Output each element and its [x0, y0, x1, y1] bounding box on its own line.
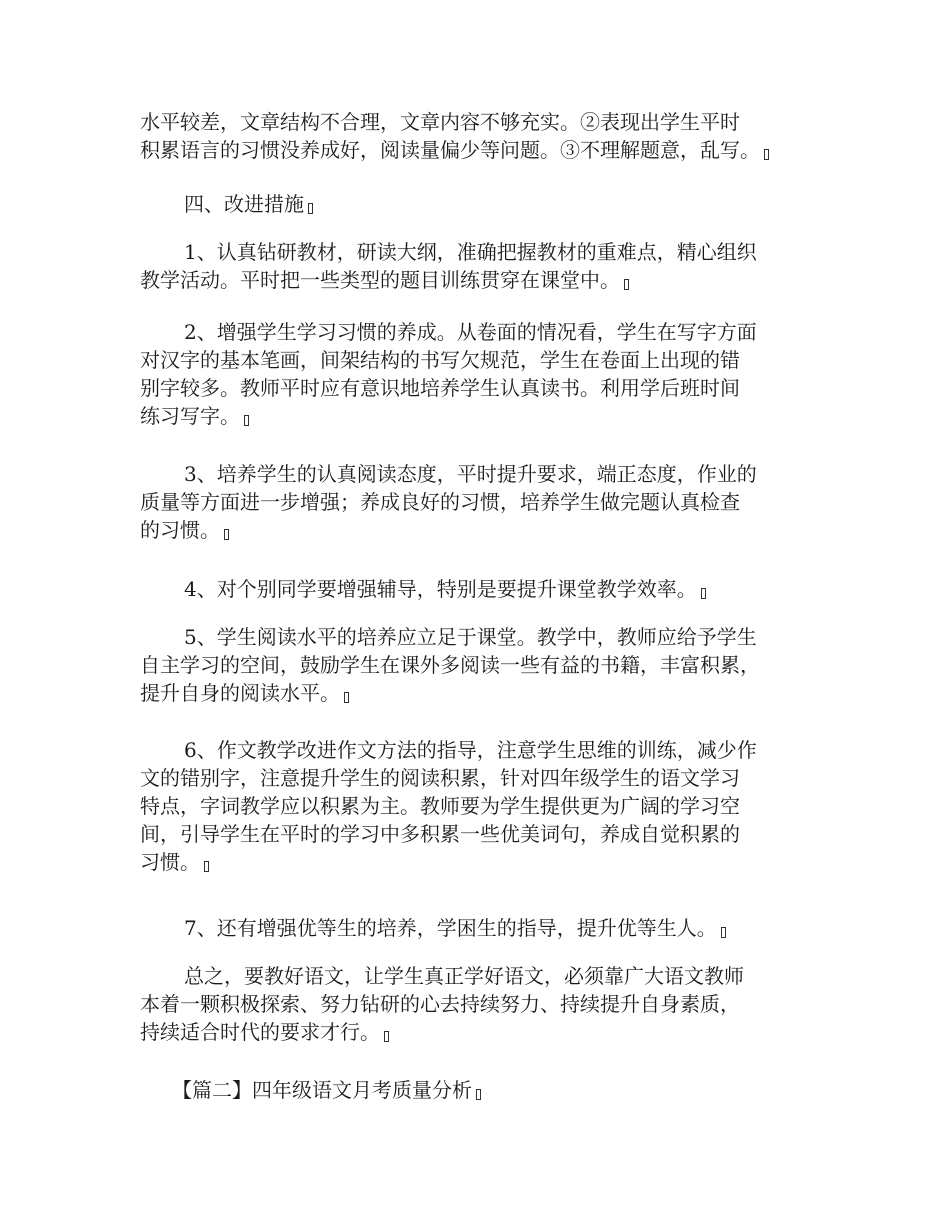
paragraph-mark-icon	[308, 203, 313, 214]
text-line: 总之，要教好语文，让学生真正学好语文，必须靠广大语文教师	[184, 964, 744, 988]
paragraph-conclusion	[140, 962, 840, 1046]
paragraph-item-6	[140, 736, 840, 876]
text-line: 持续适合时代的要求才行。	[140, 1018, 840, 1046]
text-line: 本着一颗积极探索、努力钻研的心去持续努力、持续提升自身素质，	[140, 992, 740, 1016]
text-line: 对汉字的基本笔画，间架结构的书写欠规范，学生在卷面上出现的错	[140, 348, 740, 372]
paragraph-mark-icon	[721, 927, 726, 938]
text-line: 文的错别字，注意提升学生的阅读积累，针对四年级学生的语文学习	[140, 766, 740, 790]
paragraph-item-4	[140, 575, 840, 603]
text-line: 7、还有增强优等生的培养，学困生的指导，提升优等生人。	[140, 914, 840, 942]
text-line: 5、学生阅读水平的培养应立足于课堂。教学中，教师应给予学生	[184, 625, 757, 649]
text-line: 2、增强学生学习习惯的养成。从卷面的情况看，学生在写字方面	[184, 320, 757, 344]
text-line: 习惯。	[140, 848, 840, 876]
text-line: 的习惯。	[140, 516, 840, 544]
paragraph-mark-icon	[624, 279, 629, 290]
paragraph-mark-icon	[244, 415, 249, 426]
paragraph-item-2	[140, 318, 840, 430]
paragraph-mark-icon	[701, 588, 706, 599]
paragraph-mark-icon	[204, 861, 209, 872]
paragraph-item-3	[140, 460, 840, 544]
paragraph-mark-icon	[384, 1031, 389, 1042]
paragraph-item-7	[140, 914, 840, 942]
text-line: 别字较多。教师平时应有意识地培养学生认真读书。利用学后班时间	[140, 376, 740, 400]
paragraph-item-1	[140, 238, 840, 294]
next-section-title	[140, 1076, 840, 1104]
text-line: 教学活动。平时把一些类型的题目训练贯穿在课堂中。	[140, 266, 840, 294]
text-line: 3、培养学生的认真阅读态度，平时提升要求，端正态度，作业的	[184, 462, 757, 486]
text-line: 自主学习的空间，鼓励学生在课外多阅读一些有益的书籍，丰富积累，	[140, 653, 760, 677]
text-line: 练习写字。	[140, 402, 840, 430]
paragraph-mark-icon	[224, 529, 229, 540]
text-line: 间，引导学生在平时的学习中多积累一些优美词句，养成自觉积累的	[140, 822, 740, 846]
text-line: 4、对个别同学要增强辅导，特别是要提升课堂教学效率。	[140, 575, 840, 603]
text-line: 积累语言的习惯没养成好，阅读量偏少等问题。③不理解题意，乱写。	[140, 136, 840, 164]
paragraph-continuation	[140, 108, 840, 164]
paragraph-mark-icon	[764, 149, 769, 160]
text-line: 特点，字词教学应以积累为主。教师要为学生提供更为广阔的学习空	[140, 794, 740, 818]
text-line: 提升自身的阅读水平。	[140, 679, 840, 707]
text-line: 质量等方面进一步增强；养成良好的习惯，培养学生做完题认真检查	[140, 490, 740, 514]
paragraph-item-5	[140, 623, 840, 707]
paragraph-mark-icon	[476, 1089, 481, 1100]
text-line: 水平较差，文章结构不合理，文章内容不够充实。②表现出学生平时	[140, 110, 740, 134]
text-line: 1、认真钻研教材，研读大纲，准确把握教材的重难点，精心组织	[184, 240, 757, 264]
text-line: 6、作文教学改进作文方法的指导，注意学生思维的训练，减少作	[184, 738, 757, 762]
heading-text: 四、改进措施	[140, 190, 840, 218]
paragraph-mark-icon	[344, 692, 349, 703]
section-title-text: 【篇二】四年级语文月考质量分析	[140, 1076, 840, 1104]
section-heading	[140, 190, 840, 218]
